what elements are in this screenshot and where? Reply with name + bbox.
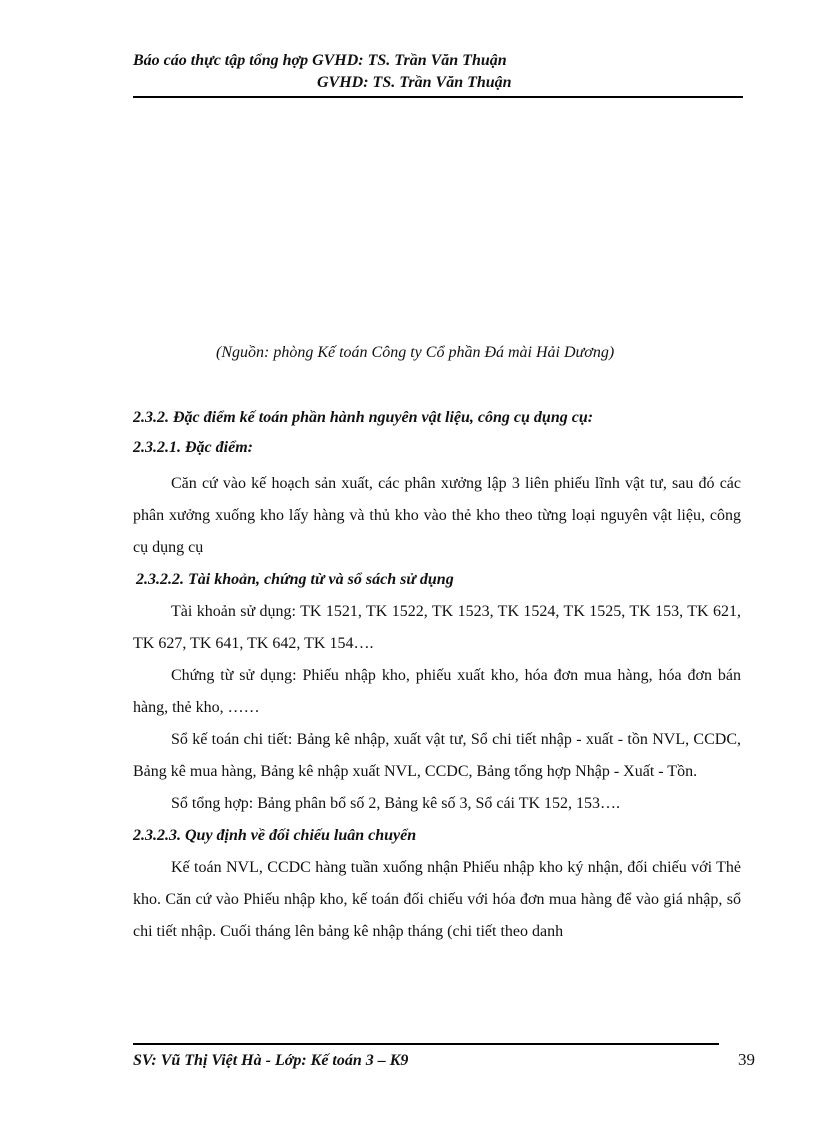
footer-author: SV: Vũ Thị Việt Hà - Lớp: Kế toán 3 – K9 <box>133 1052 409 1069</box>
header-supervisor: GVHD: TS. Trần Văn Thuận <box>317 74 512 91</box>
paragraph-documents: Chứng từ sử dụng: Phiếu nhập kho, phiếu xuất kho, hóa đơn mua hàng, hóa đơn bán hàng, thẻ kho, …… <box>133 667 741 716</box>
paragraph-detail-ledgers: Sổ kế toán chi tiết: Bảng kê nhập, xuất vật tư, Sổ chi tiết nhập - xuất - tồn NVL, CCDC, Bảng kê mua hàng, Bảng kê nhập xuất NVL, CCDC, Bảng tổng hợp Nhập - Xuất - Tồn. <box>133 731 741 780</box>
paragraph-reconciliation: Kế toán NVL, CCDC hàng tuần xuống nhận Phiếu nhập kho ký nhận, đối chiếu với Thẻ kho. Căn cứ vào Phiếu nhập kho, kế toán đối chiếu với hóa đơn mua hàng để vào giá nhập, sổ chi tiết nhập. Cuối tháng lên bảng kê nhập tháng (chi tiết theo danh <box>133 859 741 940</box>
section-heading-2-3-2-1: 2.3.2.1. Đặc điểm: <box>133 439 253 456</box>
main-content <box>133 404 741 948</box>
header-title: Báo cáo thực tập tổng hợp GVHD: TS. Trần Văn Thuận <box>133 52 507 69</box>
footer-divider <box>133 1043 719 1045</box>
page-number: 39 <box>738 1050 755 1069</box>
section-heading-2-3-2: 2.3.2. Đặc điểm kế toán phần hành nguyên vật liệu, công cụ dụng cụ: <box>133 409 594 426</box>
paragraph-characteristics: Căn cứ vào kế hoạch sản xuất, các phân xưởng lập 3 liên phiếu lĩnh vật tư, sau đó các phân xưởng xuống kho lấy hàng và thủ kho vào thẻ kho theo từng loại nguyên vật liệu, công cụ dụng cụ <box>133 475 741 556</box>
section-heading-2-3-2-3: 2.3.2.3. Quy định về đối chiếu luân chuyển <box>133 827 417 844</box>
header-divider <box>133 96 743 98</box>
source-caption: (Nguồn: phòng Kế toán Công ty Cổ phần Đá mài Hải Dương) <box>216 344 615 361</box>
section-heading-2-3-2-2: 2.3.2.2. Tài khoản, chứng từ và sổ sách sử dụng <box>136 571 454 588</box>
paragraph-accounts: Tài khoản sử dụng: TK 1521, TK 1522, TK 1523, TK 1524, TK 1525, TK 153, TK 621, TK 627, TK 641, TK 642, TK 154…. <box>133 603 741 652</box>
page-header <box>133 50 743 94</box>
paragraph-summary-ledgers: Sổ tổng hợp: Bảng phân bổ số 2, Bảng kê số 3, Sổ cái TK 152, 153…. <box>171 795 621 812</box>
